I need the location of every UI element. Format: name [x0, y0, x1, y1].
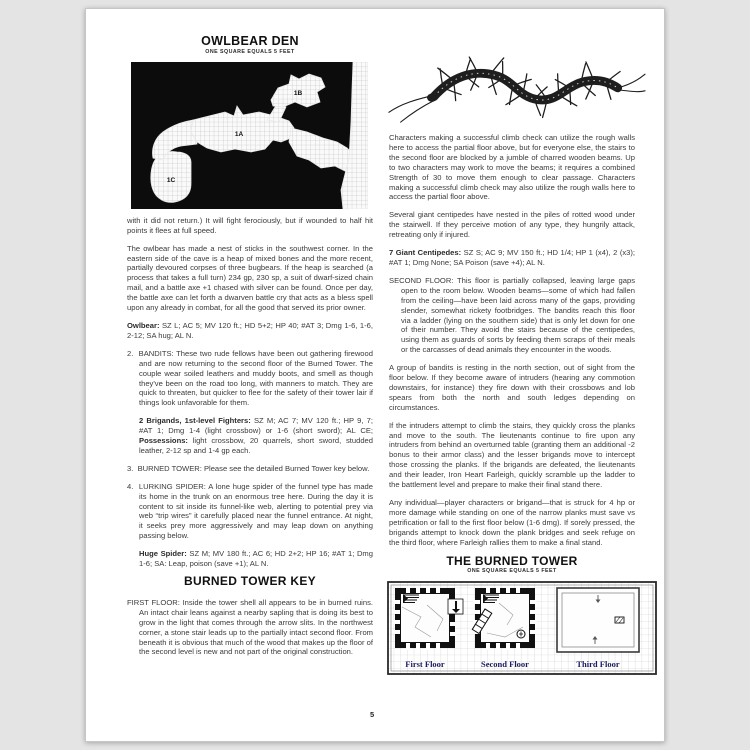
right-column [389, 41, 635, 675]
keyed-entry-4-lurking-spider [127, 482, 373, 541]
paragraph-plank-save: Any individual—player characters or brigand—that is struck for 4 hp or more damage while standing on one of the narrow planks must save vs petrification or fall to the first floor below (1-6 dmg). If sorely pressed, the brigands attempt to knock down the plank bridges and seek refuge on the third floor, where Farleigh rallies them to make a final stand. [389, 498, 635, 547]
room-label-1a: 1A [234, 130, 244, 138]
paragraph-bandits-resting: A group of bandits is resting in the north section, out of sight from the floor below. If they become aware of intruders (hearing any commotion downstairs, for instance) they fire down with their crossbows and lob spears from both the north and south ledges depending on circumstances. [389, 363, 635, 412]
entry-text: BURNED TOWER: Please see the detailed Burned Tower key below. [137, 463, 370, 473]
second-floor-label: Second Floor [481, 659, 529, 670]
stat-text-centipedes: SZ S; AC 9; MV 150 ft.; HD 1/4; HP 1 (x4), 2 (x3); #AT 1; Dmg None; SA Poison (save +4); AL N. [389, 248, 636, 267]
keyed-entry-2-bandits [127, 349, 373, 408]
entry-text: BANDITS: These two rude fellows have been out gathering firewood and are now returning to the second floor of the Burned Tower. The couple wear soiled leathers and muddy boots, and smell as though they've been on the road too long, with manners to match. They are quick to threaten, but quicker to flee for the safety of their tower lair if things look unfavorable for them. [138, 348, 373, 408]
giant-centipede-illustration [383, 41, 647, 126]
stat-label-spider: Huge Spider: [139, 549, 187, 559]
stat-block-huge-spider [139, 549, 373, 569]
owlbear-den-scale-note: ONE SQUARE EQUALS 5 FEET [205, 48, 295, 55]
stat-text-owlbear: SZ L; AC 5; MV 120 ft.; HD 5+2; HP 40; #AT 3; Dmg 1-6, 1-6, 2-12; SA hug; AL N. [127, 320, 373, 340]
burned-tower-map [387, 581, 657, 675]
owlbear-den-title: OWLBEAR DEN [201, 34, 299, 48]
burned-tower-scale-note: ONE SQUARE EQUALS 5 FEET [467, 568, 557, 575]
third-floor-plan [557, 588, 639, 652]
first-floor-plan [393, 586, 463, 650]
left-column [127, 34, 374, 665]
paragraph-climb-check: Characters making a successful climb check can utilize the rough walls here to access the partial floor above, but for everyone else, the stairs to the second floor are blocked by a jumble of charred wooden beams. Up to two characters may work to move the beams; it requires a combined Strength of 30 to move them enough to clear passage. Characters making a successful climb check may also utilize the rough walls here to access the partial floor above. [389, 133, 635, 202]
paragraph-owlbear-flee: with it did not return.) It will fight ferociously, but if wounded to half hit points it flees at full speed. [127, 215, 373, 235]
stat-text-possessions: light crossbow, 20 quarrels, short sword, studded leather, 2-12 sp and 1-4 gp each. [139, 436, 373, 455]
entry-number: 2. [127, 348, 134, 358]
stat-text-spider: SZ M; MV 180 ft.; AC 6; HD 2+2; HP 16; #AT 1; Dmg 1-6; SA: Leap, poison (save +1); AL N. [139, 549, 373, 569]
keyed-entry-3-burned-tower [127, 464, 373, 474]
paragraph-centipedes-nested: Several giant centipedes have nested in the piles of rotted wood under the stairwell. If they perceive motion of any type, they hungrily attack, retreating only if injured. [389, 210, 635, 240]
stat-label-owlbear: Owlbear: [127, 320, 160, 330]
stat-label-possessions: Possessions: [139, 436, 188, 446]
paragraph-second-floor: SECOND FLOOR: This floor is partially collapsed, leaving large gaps open to the room below. Wooden beams—some of which had fallen from the ceiling—have been laid across many of the gaps, providing slender, somewhat rickety footbridges. The bandits reach this floor via a ladder (lying on the southern side) that is only let down for one of their number. They avoid the stairs because of the centipedes, using them as guards of sorts by feeding them scraps of their meals or the carcasses of dead animals they encounter in the woods. [389, 275, 635, 355]
paragraph-intruders-climb: If the intruders attempt to climb the stairs, they quickly cross the planks and move to the south. The lieutenants continue to fire upon any intruders from behind an overturned table (granting them an additional -2 bonus to their armor class) and the lesser brigands move to intercept those crossing the planks. If the brigands are defeated, the lieutenants and their leader, Iron Heart Farleigh, quickly scramble up the ladder to the battlement level and prepare to make their final stand there. [389, 420, 635, 490]
second-floor-plan [472, 586, 537, 650]
owlbear-den-map [131, 62, 368, 209]
centipede-legs [438, 57, 620, 117]
room-label-1c: 1C [166, 176, 176, 184]
trapdoor-icon [615, 617, 624, 623]
door-icon [448, 599, 463, 614]
brazier-icon [517, 630, 525, 638]
stat-label-brigands: 2 Brigands, 1st-level Fighters: [139, 416, 251, 426]
stat-label-centipedes: 7 Giant Centipedes: [389, 248, 462, 258]
paragraph-first-floor: FIRST FLOOR: Inside the tower shell all appears to be in burned ruins. An intact chair leans against a nearby sapling that is doing its best to grow in the light that comes through the arrow slits. In the northwest corner, a stone stair leads up to the partially intact second floor. From beneath it is obvious that much of the wood that makes up the floor of the second level is new and not part of the original construction. [127, 597, 373, 657]
stat-block-centipedes [389, 248, 635, 268]
room-label-1b: 1B [293, 89, 303, 97]
entry-number: 3. [127, 463, 134, 473]
burned-tower-map-title: THE BURNED TOWER [446, 553, 578, 568]
first-floor-label: First Floor [405, 659, 445, 670]
entry-text: LURKING SPIDER: A lone huge spider of the funnel type has made its home in the trunk on an enormous tree here. During the day it is content to sit inside its funnel-like web, alerting to potential prey via web “trip wires” it carefully placed near the funnel entrance. At night, it seeks prey more aggressively and may leap down on anything passing below. [138, 481, 373, 541]
centipede-head [427, 94, 437, 102]
page-number: 5 [370, 710, 375, 719]
paragraph-owlbear-nest: The owlbear has made a nest of sticks in the southwest corner. In the eastern side of the cave is a heap of mixed bones and the more recent, partially devoured corpses of three bugbears. If the heap is searched (a process that takes a full turn) 234 gp, 230 sp, a suit of dwarf-sized chain mail, and a battle axe +1 chased with silver can be found. Once per day, the battle axe can let forth a dwarven battle cry that acts as a bless spell upon any already in combat, for all the good that served its prior owner. [127, 243, 373, 313]
entry-number: 4. [127, 481, 134, 491]
stat-block-brigands [139, 416, 373, 456]
document-page [85, 8, 665, 742]
stat-block-owlbear [127, 321, 373, 341]
burned-tower-key-heading: BURNED TOWER KEY [184, 574, 316, 588]
third-floor-label: Third Floor [576, 659, 620, 670]
stat-text-brigands: SZ M; AC 7; MV 120 ft.; HP 9, 7; #AT 1; Dmg 1-4 (light crossbow) or 1-6 (short sword); AL CE; [139, 416, 374, 436]
